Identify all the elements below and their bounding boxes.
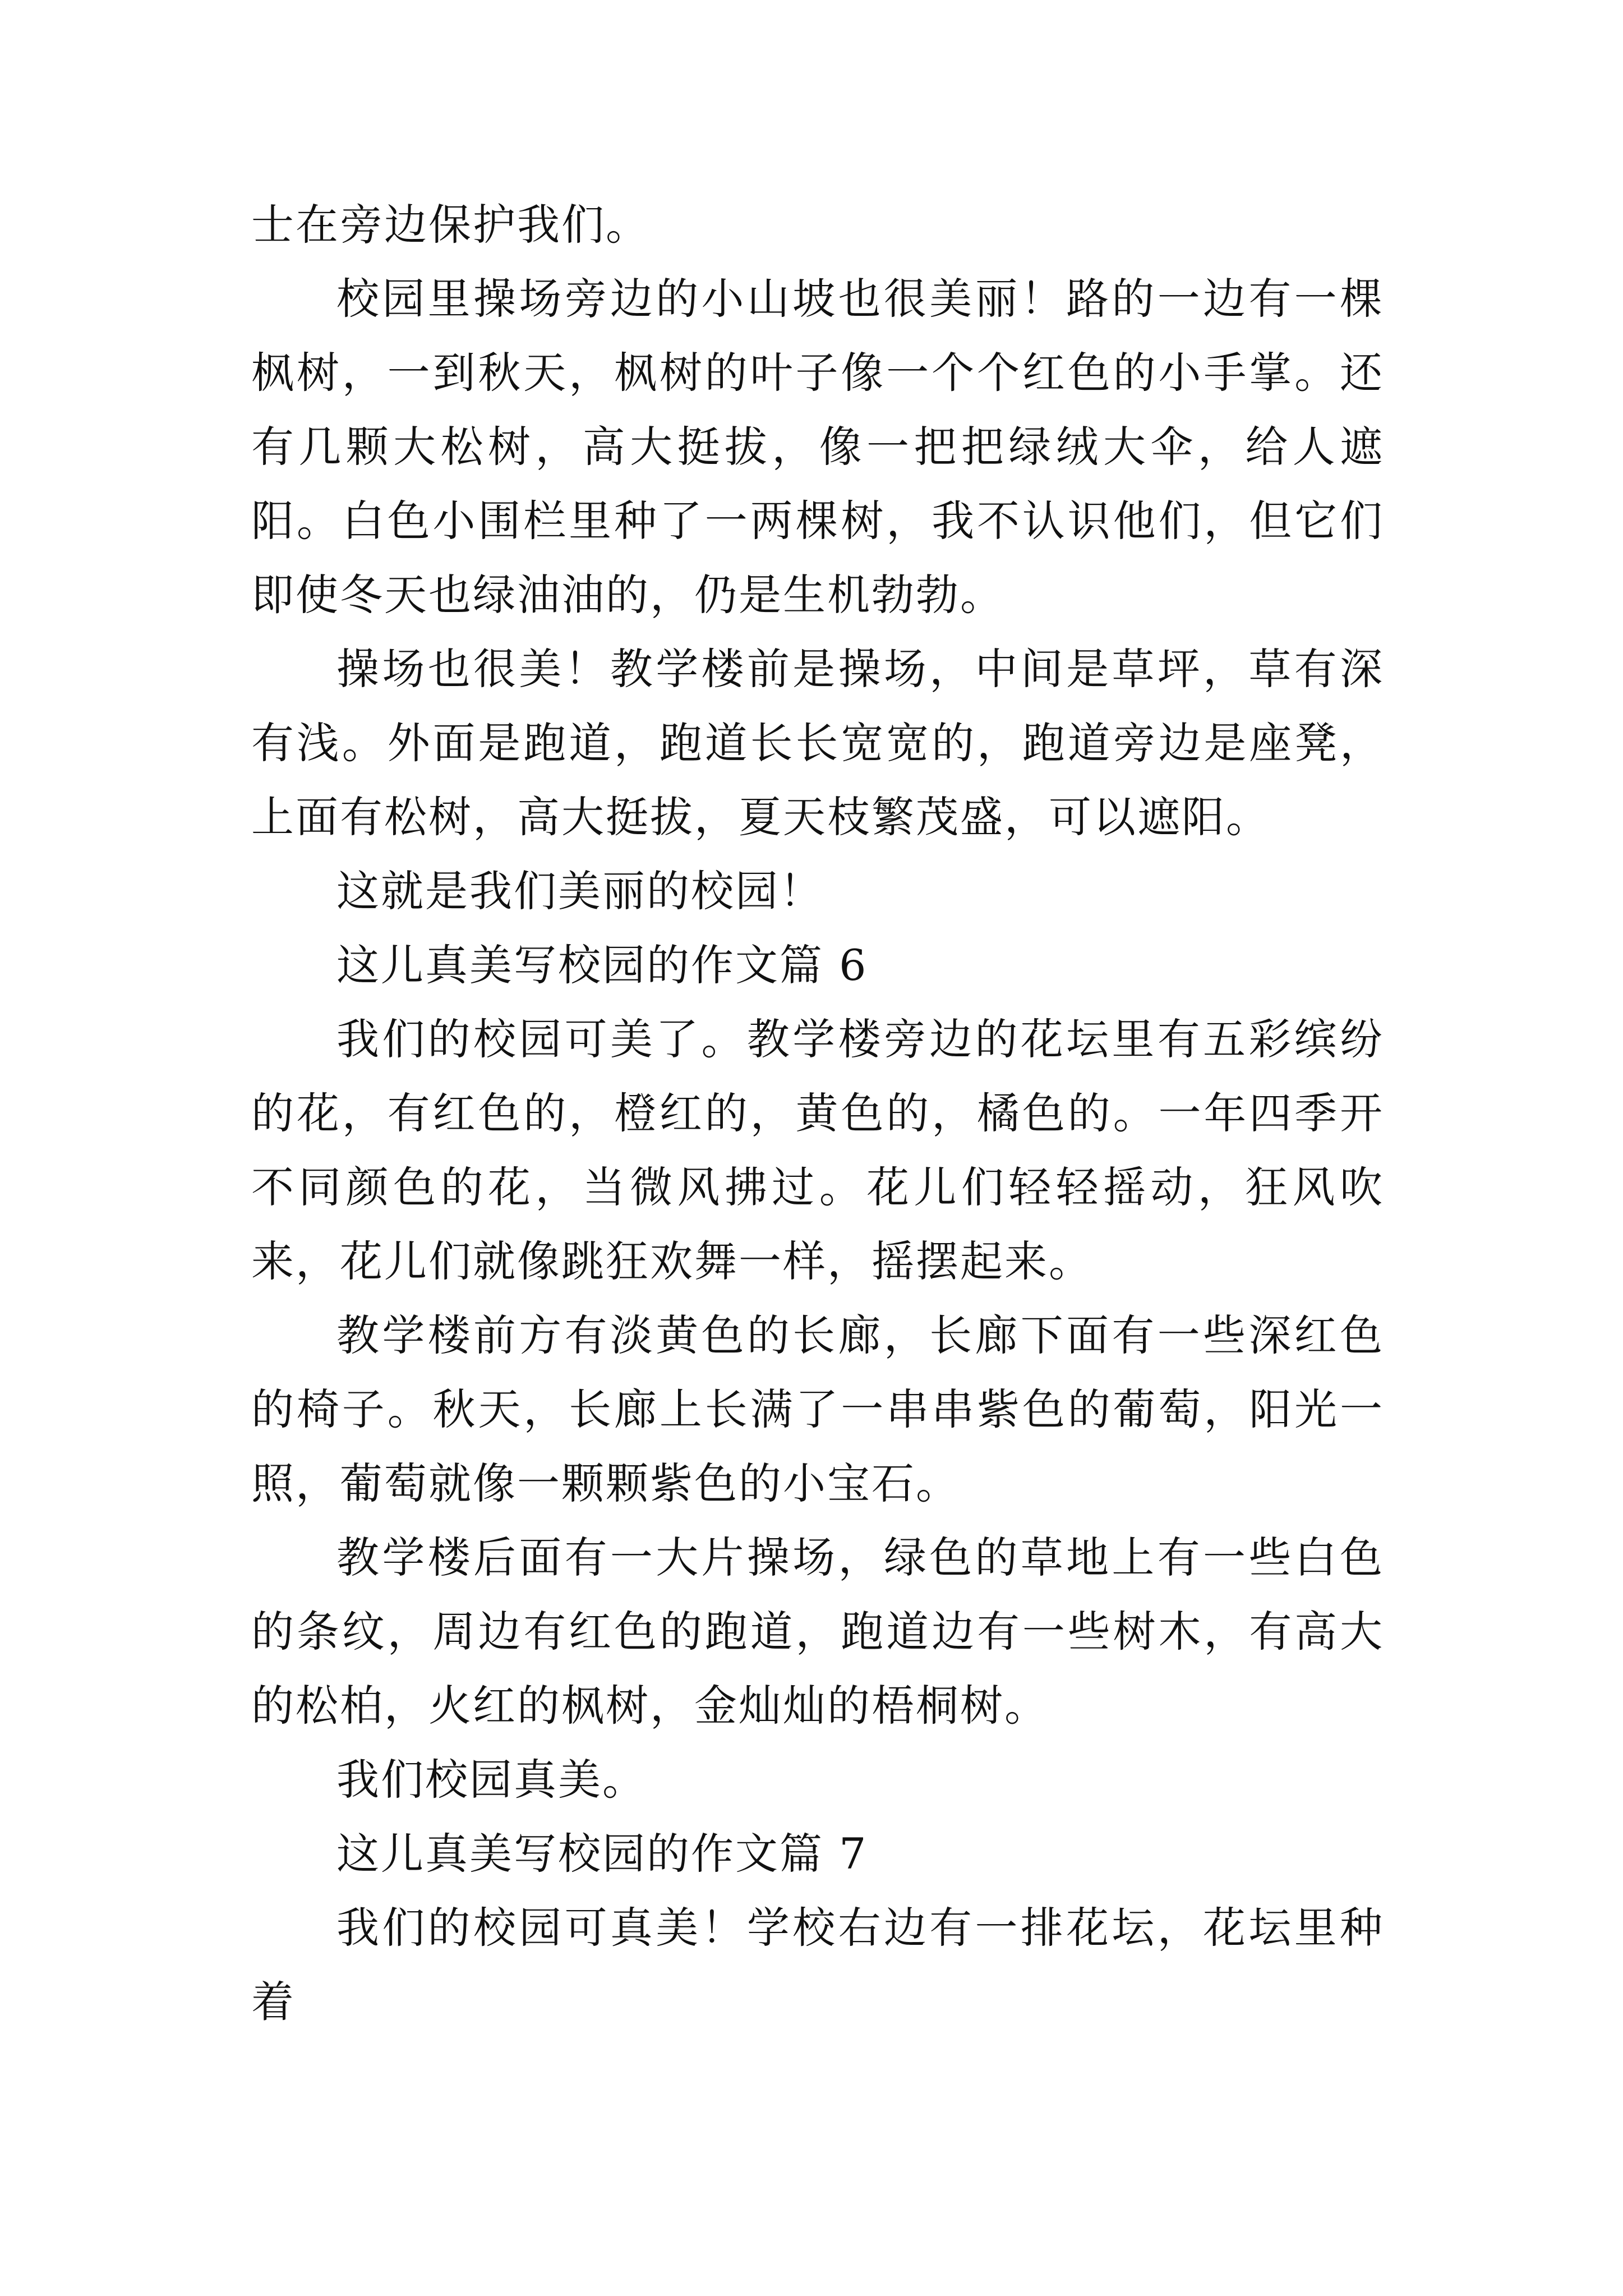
paragraph-essay-7-start: 我们的校园可真美！学校右边有一排花坛，花坛里种着 bbox=[251, 1903, 1384, 2027]
paragraph-corridor: 教学楼前方有淡黄色的长廊，长廊下面有一些深红色的椅子。秋天，长廊上长满了一串串紫色的葡萄，阳光一照，葡萄就像一颗颗紫色的小宝石。 bbox=[251, 1310, 1384, 1508]
paragraph-playground: 操场也很美！教学楼前是操场，中间是草坪，草有深有浅。外面是跑道，跑道长长宽宽的，跑道旁边是座凳，上面有松树，高大挺拔，夏天枝繁茂盛，可以遮阳。 bbox=[251, 644, 1384, 842]
paragraph-continuation: 士在旁边保护我们。 bbox=[251, 200, 650, 250]
paragraph-field: 教学楼后面有一大片操场，绿色的草地上有一些白色的条纹，周边有红色的跑道，跑道边有一些树木，有高大的松柏，火红的枫树，金灿灿的梧桐树。 bbox=[251, 1533, 1384, 1731]
paragraph-closing: 这就是我们美丽的校园！ bbox=[336, 866, 824, 916]
document-body bbox=[251, 188, 1384, 2039]
paragraph-slope: 校园里操场旁边的小山坡也很美丽！路的一边有一棵枫树，一到秋天，枫树的叶子像一个个红色的小手掌。还有几颗大松树，高大挺拔，像一把把绿绒大伞，给人遮阳。白色小围栏里种了一两棵树，我不认识他们，但它们即使冬天也绿油油的，仍是生机勃勃。 bbox=[251, 274, 1384, 620]
essay-heading-7: 这儿真美写校园的作文篇 7 bbox=[336, 1829, 868, 1879]
paragraph-flowers: 我们的校园可美了。教学楼旁边的花坛里有五彩缤纷的花，有红色的，橙红的，黄色的，橘色的。一年四季开不同颜色的花，当微风拂过。花儿们轻轻摇动，狂风吹来，花儿们就像跳狂欢舞一样，摇摆起来。 bbox=[251, 1014, 1384, 1286]
paragraph-summary: 我们校园真美。 bbox=[336, 1755, 647, 1805]
essay-heading-6: 这儿真美写校园的作文篇 6 bbox=[336, 940, 868, 990]
